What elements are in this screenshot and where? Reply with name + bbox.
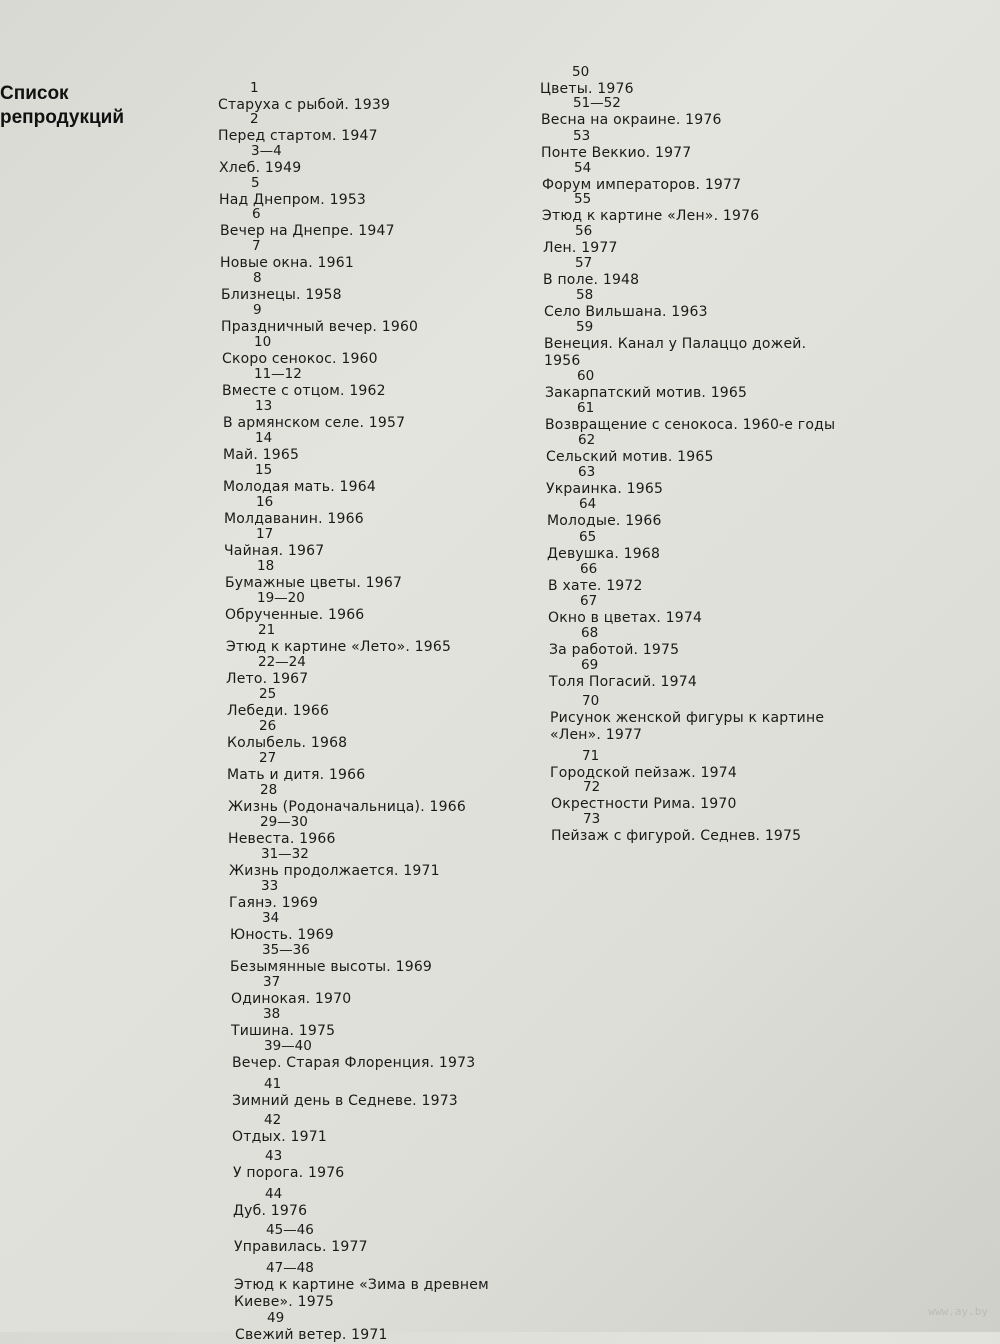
- list-item: [541, 128, 861, 162]
- reproduction-number: 59: [576, 319, 594, 335]
- reproduction-number: 29—30: [260, 814, 308, 830]
- reproduction-number: 73: [583, 811, 601, 827]
- reproduction-number: 14: [255, 430, 273, 446]
- page-title: Список репродукций: [0, 83, 125, 128]
- reproduction-number: 15: [255, 462, 273, 478]
- reproduction-title: Украинка. 1965: [546, 481, 664, 497]
- list-item: [220, 206, 540, 240]
- list-item: [232, 1076, 552, 1110]
- reproduction-number: 57: [575, 255, 593, 271]
- reproduction-title: Лето. 1967: [226, 671, 309, 687]
- reproduction-number: 22—24: [258, 654, 306, 670]
- reproduction-number: 51—52: [573, 95, 621, 111]
- list-item: [225, 590, 545, 624]
- list-item: [232, 1038, 552, 1072]
- list-item: [546, 432, 866, 466]
- list-item: [543, 255, 863, 289]
- reproduction-title: Сельский мотив. 1965: [546, 449, 714, 465]
- list-item: [222, 334, 542, 368]
- reproduction-title: Чайная. 1967: [224, 543, 325, 559]
- reproduction-title: Юность. 1969: [230, 927, 334, 943]
- reproduction-title: Гаянэ. 1969: [229, 895, 319, 911]
- reproduction-title: Этюд к картине «Лето». 1965: [226, 639, 452, 655]
- list-item: [233, 1148, 553, 1182]
- reproduction-number: 42: [264, 1112, 282, 1128]
- list-item: [544, 319, 864, 370]
- reproduction-number: 9: [253, 302, 262, 318]
- reproduction-number: 6: [252, 206, 261, 222]
- list-item: [545, 368, 865, 402]
- reproduction-number: 63: [578, 464, 596, 480]
- reproduction-number: 47—48: [266, 1260, 314, 1276]
- list-item: [549, 657, 869, 691]
- list-item: [227, 686, 547, 720]
- reproduction-title: Над Днепром. 1953: [219, 192, 367, 208]
- reproduction-number: 21: [258, 622, 276, 638]
- list-item: [228, 814, 548, 848]
- reproduction-title: Жизнь (Родоначальница). 1966: [228, 799, 466, 815]
- reproduction-title: Молодая мать. 1964: [223, 479, 376, 495]
- reproduction-title: Май. 1965: [223, 447, 300, 463]
- list-item: [550, 748, 870, 782]
- list-item: [231, 1006, 551, 1040]
- reproduction-title: Невеста. 1966: [228, 831, 336, 847]
- reproduction-title: Лебеди. 1966: [227, 703, 330, 719]
- reproduction-title: Молдаванин. 1966: [224, 511, 364, 527]
- reproduction-title: Близнецы. 1958: [221, 287, 342, 303]
- reproduction-title: Вместе с отцом. 1962: [222, 383, 386, 399]
- reproduction-number: 2: [250, 111, 259, 127]
- reproduction-number: 18: [257, 558, 275, 574]
- list-item: [232, 1112, 552, 1146]
- reproduction-title: За работой. 1975: [549, 642, 680, 658]
- reproduction-number: 56: [575, 223, 593, 239]
- reproduction-title: Перед стартом. 1947: [218, 128, 378, 144]
- reproduction-title: Дуб. 1976: [233, 1203, 308, 1219]
- reproduction-title: В хате. 1972: [548, 578, 643, 594]
- list-item: [547, 529, 867, 563]
- reproduction-title: Возвращение с сенокоса. 1960-е годы: [545, 417, 836, 433]
- list-item: [234, 1222, 554, 1256]
- list-item: [541, 95, 861, 129]
- reproduction-number: 26: [259, 718, 277, 734]
- reproduction-title: Весна на окраине. 1976: [541, 112, 722, 128]
- reproduction-number: 65: [579, 529, 597, 545]
- list-item: [219, 143, 539, 177]
- list-item: [220, 238, 540, 272]
- list-item: [545, 400, 865, 434]
- reproduction-title: Этюд к картине «Зима в древнем Киеве». 1975: [234, 1277, 489, 1310]
- reproduction-number: 41: [264, 1076, 282, 1092]
- reproduction-title: Тишина. 1975: [231, 1023, 336, 1039]
- list-item: [225, 558, 545, 592]
- list-item: [547, 496, 867, 530]
- reproduction-number: 27: [259, 750, 277, 766]
- reproduction-title: Рисунок женской фигуры к картине «Лен». 1977: [550, 710, 825, 743]
- reproduction-number: 54: [574, 160, 592, 176]
- reproduction-number: 31—32: [261, 846, 309, 862]
- reproduction-title: Управилась. 1977: [234, 1239, 368, 1255]
- reproduction-number: 70: [582, 693, 600, 709]
- reproduction-title: В армянском селе. 1957: [223, 415, 406, 431]
- reproduction-title: Одинокая. 1970: [231, 991, 352, 1007]
- reproduction-number: 62: [578, 432, 596, 448]
- reproduction-title: Колыбель. 1968: [227, 735, 348, 751]
- reproduction-number: 16: [256, 494, 274, 510]
- list-item: [224, 494, 544, 528]
- reproduction-title: Село Вильшана. 1963: [544, 304, 708, 320]
- list-item: [544, 287, 864, 321]
- reproduction-number: 66: [580, 561, 598, 577]
- reproduction-title: В поле. 1948: [543, 272, 640, 288]
- reproduction-number: 49: [267, 1310, 285, 1326]
- reproduction-title: Окрестности Рима. 1970: [551, 796, 737, 812]
- reproduction-number: 55: [574, 191, 592, 207]
- list-item: [229, 878, 549, 912]
- list-item: [233, 1186, 553, 1220]
- reproduction-number: 38: [263, 1006, 281, 1022]
- reproduction-number: 61: [577, 400, 595, 416]
- reproduction-title: Понте Веккио. 1977: [541, 145, 692, 161]
- reproduction-title: Девушка. 1968: [547, 546, 661, 562]
- list-item: [551, 779, 871, 813]
- reproduction-number: 68: [581, 625, 599, 641]
- reproduction-number: 72: [583, 779, 601, 795]
- reproduction-number: 43: [265, 1148, 283, 1164]
- list-item: [228, 782, 548, 816]
- reproduction-title: Вечер. Старая Флоренция. 1973: [232, 1055, 476, 1071]
- reproduction-number: 34: [262, 910, 280, 926]
- reproduction-title: Окно в цветах. 1974: [548, 610, 703, 626]
- reproduction-title: Праздничный вечер. 1960: [221, 319, 419, 335]
- reproduction-title: Отдых. 1971: [232, 1129, 327, 1145]
- reproduction-title: Жизнь продолжается. 1971: [229, 863, 440, 879]
- reproduction-title: Цветы. 1976: [540, 81, 634, 97]
- reproduction-number: 71: [582, 748, 600, 764]
- list-item: [224, 526, 544, 560]
- list-item: [227, 750, 547, 784]
- list-item: [231, 974, 551, 1008]
- reproduction-number: 11—12: [254, 366, 302, 382]
- reproduction-number: 58: [576, 287, 594, 303]
- reproduction-number: 64: [579, 496, 597, 512]
- reproduction-title: Толя Погасий. 1974: [549, 674, 697, 690]
- reproduction-title: Мать и дитя. 1966: [227, 767, 366, 783]
- reproduction-title: У порога. 1976: [233, 1165, 345, 1181]
- reproduction-number: 28: [260, 782, 278, 798]
- reproduction-title: Безымянные высоты. 1969: [230, 959, 433, 975]
- list-item: [234, 1260, 554, 1311]
- list-item: [230, 942, 550, 976]
- reproduction-title: Городской пейзаж. 1974: [550, 765, 737, 781]
- reproduction-title: Старуха с рыбой. 1939: [218, 97, 391, 113]
- reproduction-number: 3—4: [251, 143, 282, 159]
- list-item: [219, 175, 539, 209]
- reproduction-number: 1: [250, 80, 259, 96]
- list-item: [548, 593, 868, 627]
- reproduction-title: Вечер на Днепре. 1947: [220, 223, 395, 239]
- reproduction-number: 33: [261, 878, 279, 894]
- reproduction-title: Зимний день в Седневе. 1973: [232, 1093, 458, 1109]
- list-item: [223, 398, 543, 432]
- reproduction-number: 69: [581, 657, 599, 673]
- reproduction-number: 37: [263, 974, 281, 990]
- list-item: [226, 654, 546, 688]
- list-item: [229, 846, 549, 880]
- reproduction-title: Бумажные цветы. 1967: [225, 575, 403, 591]
- reproduction-number: 44: [265, 1186, 283, 1202]
- list-item: [221, 302, 541, 336]
- list-item: [543, 223, 863, 257]
- reproduction-number: 53: [573, 128, 591, 144]
- list-item: [542, 160, 862, 194]
- list-item: [230, 910, 550, 944]
- reproduction-title: Пейзаж с фигурой. Седнев. 1975: [551, 828, 802, 844]
- reproduction-number: 50: [572, 64, 590, 80]
- reproduction-number: 35—36: [262, 942, 310, 958]
- reproduction-number: 17: [256, 526, 274, 542]
- list-item: [218, 80, 538, 114]
- reproduction-title: Форум императоров. 1977: [542, 177, 742, 193]
- list-item: [551, 811, 871, 845]
- reproduction-number: 10: [254, 334, 272, 350]
- list-item: [222, 366, 542, 400]
- reproduction-title: Молодые. 1966: [547, 513, 662, 529]
- list-item: [549, 625, 869, 659]
- reproduction-number: 45—46: [266, 1222, 314, 1238]
- reproduction-number: 67: [580, 593, 598, 609]
- list-item: [542, 191, 862, 225]
- list-item: [227, 718, 547, 752]
- list-item: [235, 1310, 555, 1344]
- reproduction-number: 39—40: [264, 1038, 312, 1054]
- list-item: [221, 270, 541, 304]
- reproduction-title: Скоро сенокос. 1960: [222, 351, 378, 367]
- list-item: [548, 561, 868, 595]
- list-item: [223, 462, 543, 496]
- reproduction-title: Этюд к картине «Лен». 1976: [542, 208, 760, 224]
- reproduction-number: 19—20: [257, 590, 305, 606]
- list-item: [546, 464, 866, 498]
- reproduction-number: 60: [577, 368, 595, 384]
- reproduction-title: Обрученные. 1966: [225, 607, 365, 623]
- list-item: [223, 430, 543, 464]
- reproduction-title: Хлеб. 1949: [219, 160, 302, 176]
- reproduction-number: 13: [255, 398, 273, 414]
- watermark: www.ay.by: [928, 1305, 988, 1318]
- reproduction-title: Свежий ветер. 1971: [235, 1327, 388, 1343]
- list-item: [218, 111, 538, 145]
- list-item: [226, 622, 546, 656]
- reproduction-title: Закарпатский мотив. 1965: [545, 385, 748, 401]
- reproduction-title: Новые окна. 1961: [220, 255, 354, 271]
- reproduction-number: 8: [253, 270, 262, 286]
- reproduction-number: 5: [251, 175, 260, 191]
- reproduction-title: Лен. 1977: [543, 240, 618, 256]
- reproduction-number: 7: [252, 238, 261, 254]
- reproduction-title: Венеция. Канал у Палаццо дожей. 1956: [544, 336, 807, 369]
- reproductions-column-2: [540, 0, 940, 1332]
- reproduction-number: 25: [259, 686, 277, 702]
- list-item: [550, 693, 870, 744]
- list-item: [540, 64, 860, 98]
